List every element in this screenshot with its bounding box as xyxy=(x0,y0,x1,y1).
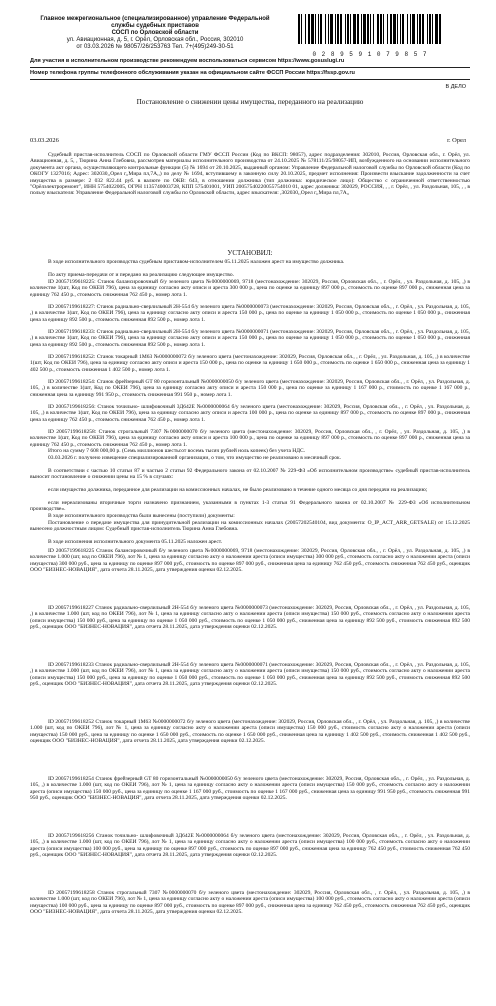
issuer-name-line3: СОСП по Орловской области xyxy=(111,30,199,36)
barcode-bar xyxy=(370,14,371,44)
barcode-bar xyxy=(305,14,306,44)
issuer-name-line2: службы судебных приставов xyxy=(111,23,199,29)
barcode-bar xyxy=(422,14,424,44)
barcode-bar xyxy=(318,14,319,44)
property-item: ID 20057199618258: Станок строгальный 7307 №0000000070 б/у зеленого цвета (местонахождение: 302029, Россия, Орловская обл., , г. Орёл, , ул. Раздольная, д. 105, ,) в количестве 1(шт, Код по ОКЕИ 796), цена за единицу согласно акту описи и ареста 100 000 р., цена по оценке за единицу 897 000 р., стоимость по оценке 897 000 р., сниженная цена за единицу 762 450 р., стоимость сниженная 762 450 р., номер лота 1. xyxy=(30,429,470,448)
barcode-bar xyxy=(427,14,428,44)
property-item: ID 20057199618254: Станок фрейзерный GT 80 горизонтальный №0000000050 б/у зеленого цвета (местонахождение: 302029, Россия, Орловская обл., , г. Орёл, , ул. Раздольная, д. 105, ,) в количестве 1(шт, Код по ОКЕИ 796), цена за единицу согласно акту описи и ареста 150 000 р., цена по оценке за единицу 1 167 000 р., стоимость по оценке 1 167 000 р., сниженная цена за единицу 991 950 р., стоимость сниженная 991 950 р., номер лота 1. xyxy=(30,379,470,398)
barcode-bar xyxy=(432,14,433,44)
gosuslugi-notice: Для участия в исполнительном производстве рекомендуем воспользоваться сервисом https://www.gosuslugi.ru xyxy=(30,58,345,64)
barcode-bar xyxy=(308,14,310,44)
ustanovil-heading: УСТАНОВИЛ: xyxy=(227,249,273,257)
barcode-bar xyxy=(400,14,401,44)
paragraph: если имущество должника, переданное для реализации на комиссионных началах, не было реализовано в течение одного месяца со дня передачи на реализацию; xyxy=(48,487,428,493)
barcode-bar xyxy=(320,14,322,44)
paragraph: В ходе исполнительного производства были вынесены (поступили) документы: xyxy=(48,513,235,519)
barcode-bar xyxy=(345,14,346,44)
delo-stamp: В ДЕЛО xyxy=(445,84,466,90)
barcode-bar xyxy=(330,14,333,44)
barcode-bar xyxy=(383,14,384,44)
paragraph: В соответствии с частью 10 статьи 87 и частью 2 статьи 92 Федерального закона от 02.10.2007 № 229-ФЗ «Об исполнительном производстве» судебный пристав-исполнитель выносит постановление о снижении цены на 15 % в случаях: xyxy=(30,468,470,481)
barcode-bar xyxy=(350,14,351,44)
intro-paragraph: Судебный пристав-исполнитель СОСП по Орловской области ГМУ ФССП России (Код по ВКСП: 98057), адрес подразделения: 302010, Россия, Орловская обл., г. Орёл, ул. Авиационная, д. 5, , Тюрина Анна Глебовна, рассмотрев материалы исполнительного производства от 24.10.2025 № 578111/25/98057-ИП, возбужденного на основании исполнительного документа акт органа, осуществляющего контрольные функции (5) № 1694 от 20.10.2025, выданный органом: Управление Федеральной налоговой службы по Орловской области (Код по ОКОГУ 1327016; Адрес: 302030,,Орел г,,Мира пл,7А,,) по делу № 1694, вступившему в законную силу 20.10.2025, предмет исполнения: Произвести взыскание задолженности за счет имущества в размере: 2 032 822.44 руб. в валюте по ОКВ: 643, в отношении должника (тип должника: юридическое лицо): Общество с ограниченной ответственностью "Орёлэлектроремонт", ИНН 5754022005, ОГРН 1135740003728, КПП 575401001, УИП 20057540220055754010 01, адрес должника: 302029, РОССИЯ, , , г. Орёл, , ул. Раздольная, 105, , , в пользу взыскателя: Управление Федеральной налоговой службы по Орловской области, адрес взыскателя: ,302030,,Орел г,,Мира пл,7А,, xyxy=(30,152,470,197)
arrested-item: ID 20057199618233 Станок радиально-сверлильный 2Н-554 б/у зеленого цвета №0000000071 (местонахождение: 302029, Россия, Орловская обл., , г. Орёл, , ул. Раздольная, д. 105, ,) в количестве 1.000 (шт, код по ОКЕИ 796), лот № 1, цена за единицу согласно акту о наложении ареста (описи имущества) 150 000 руб., стоимость согласно акту о наложении ареста (описи имущества) 150 000 руб., цена за единицу по оценке 1 050 000 руб., стоимость по оценке 1 050 000 руб., сниженная цена за единицу 892 500 руб., стоимость сниженная 892 500 руб., оценщик ООО "БИЗНЕС-НОВАЦИЯ", дата отчета 28.11.2025, дата утверждения оценки 02.12.2025. xyxy=(30,662,470,688)
issuer-name-line1: Главное межрегиональное (специализированное) управление Федеральной xyxy=(40,16,270,22)
arrested-item: ID 20057199618227 Станок радиально-сверлильный 2Н-554 б/у зеленого цвета №0000000073 (местонахождение: 302029, Россия, Орловская обл., , г. Орёл, , ул. Раздольная, д. 105, ,) в количестве 1.000 (шт, код по ОКЕИ 796), лот № 1, цена за единицу согласно акту о наложении ареста (описи имущества) 150 000 руб., стоимость согласно акту о наложении ареста (описи имущества) 150 000 руб., цена за единицу по оценке 1 050 000 руб., стоимость по оценке 1 050 000 руб., сниженная цена за единицу 892 500 руб., стоимость сниженная 892 500 руб., оценщик ООО "БИЗНЕС-НОВАЦИЯ", дата отчета 28.11.2025, дата утверждения оценки 02.12.2025. xyxy=(30,605,470,631)
issuer-header xyxy=(30,16,280,51)
barcode-bar xyxy=(407,14,408,44)
barcode-bar xyxy=(410,14,411,44)
barcode-bar xyxy=(363,14,366,44)
issuer-ref-phone: от 03.03.2026 № 98057/26/253763 Тел. 7+(495)249-30-51 xyxy=(76,44,234,50)
document-title: Постановление о снижении цены имущества, переданного на реализацию xyxy=(136,98,364,106)
barcode-bar xyxy=(380,14,382,44)
paragraph: По акту приема-передачи от и передано на реализацию следующее имущество. xyxy=(48,272,234,278)
barcode-bar xyxy=(301,14,302,44)
property-item: ID 20057199618227: Станок радиально-сверлильный 2Н-554 б/у зеленого цвета №0000000073 (местонахождение: 302029, Россия, Орловская обл., , г. Орёл, , ул. Раздольная, д. 105, ,) в количестве 1(шт, Код по ОКЕИ 796), цена за единицу согласно акту описи и ареста 150 000 р., цена по оценке за единицу 1 050 000 р., стоимость по оценке 1 050 000 р., сниженная цена за единицу 892 500 р., стоимость сниженная 892 500 р., номер лота 1. xyxy=(30,304,470,323)
barcode-bar xyxy=(367,14,369,44)
document-date: 03.03.2026 xyxy=(30,137,59,144)
arrested-item: ID 20057199618252 Станок токарный 1М63 №0000000072 б/у зеленого цвета (местонахождение: 302029, Россия, Орловская обл., , г. Орёл, , ул. Раздольная, д. 105, ,) в количестве 1.000 (шт, код по ОКЕИ 796), лот № 1, цена за единицу согласно акту о наложении ареста (описи имущества) 150 000 руб., стоимость согласно акту о наложении ареста (описи имущества) 150 000 руб., цена за единицу по оценке 1 650 000 руб., стоимость по оценке 1 650 000 руб., сниженная цена за единицу 1 402 500 руб., стоимость сниженная 1 402 500 руб., оценщик ООО "БИЗНЕС-НОВАЦИЯ", дата отчета 28.11.2025, дата утверждения оценки 02.12.2025. xyxy=(30,719,470,745)
barcode-digits: 0 2 8 9 5 9 1 0 7 9 8 5 7 xyxy=(312,51,428,58)
barcode-bar xyxy=(402,14,404,44)
barcode xyxy=(296,14,444,58)
property-item: ID 20057199618252: Станок токарный 1М63 №0000000072 б/у зеленого цвета (местонахождение: 302029, Россия, Орловская обл., , г. Орёл, , ул. Раздольная, д. 105, ,) в количестве 1(шт, Код по ОКЕИ 796), цена за единицу согласно акту описи и ареста 150 000 р., цена по оценке за единицу 1 650 000 р., стоимость по оценке 1 650 000 р., сниженная цена за единицу 1 402 500 р., стоимость сниженная 1 402 500 р., номер лота 1. xyxy=(30,354,470,373)
fssp-phone-notice: Номер телефона группы телефонного обслуживания указан на официальном сайте ФССП России https://fssp.gov.ru xyxy=(30,70,355,76)
barcode-bar xyxy=(353,14,356,44)
document-city: г. Орел xyxy=(447,137,466,144)
property-item: ID 20057199618256: Станок точильно- шлифовочный 3Д642Е №0000000064 б/у зеленого цвета (местонахождение: 302029, Россия, Орловская обл., , г. Орёл, , ул. Раздольная, д. 105, ,) в количестве 1(шт, Код по ОКЕИ 796), цена за единицу согласно акту описи и ареста 100 000 р., цена по оценке за единицу 897 000 р., стоимость по оценке 897 000 р., сниженная цена за единицу 762 450 р., стоимость сниженная 762 450 р., номер лота 1. xyxy=(30,404,470,423)
barcode-bar xyxy=(340,14,342,44)
issuer-address: ул. Авиационная, д. 5, г. Орёл, Орловская обл., Россия, 302010 xyxy=(66,37,244,43)
barcode-bar xyxy=(387,14,388,44)
paragraph: В ходе исполнения исполнительного документа 05.11.2025 наложен арест. xyxy=(48,539,223,545)
barcode-bar xyxy=(390,14,392,44)
arrested-item: ID 20057199618258 Станок строгальный 7307 №0000000070 б/у зеленого цвета (местонахождение: 302029, Россия, Орловская обл., , г. Орёл, , ул. Раздольная, д. 105, ,) в количестве 1.000 (шт, код по ОКЕИ 796), лот № 1, цена за единицу согласно акту о наложении ареста (описи имущества) 100 000 руб., стоимость согласно акту о наложении ареста (описи имущества) 100 000 руб., цена за единицу по оценке 897 000 руб., стоимость по оценке 897 000 руб., сниженная цена за единицу 762 450 руб., стоимость сниженная 762 450 руб., оценщик ООО "БИЗНЕС-НОВАЦИЯ", дата отчета 28.11.2025, дата утверждения оценки 02.12.2025. xyxy=(30,890,470,916)
property-item: ID 20057199618233: Станок радиально-сверлильный 2Н-554 б/у зеленого цвета №0000000071 (местонахождение: 302029, Россия, Орловская обл., , г. Орёл, , ул. Раздольная, д. 105, ,) в количестве 1(шт, Код по ОКЕИ 796), цена за единицу согласно акту описи и ареста 150 000 р., цена по оценке за единицу 1 050 000 р., стоимость по оценке 1 050 000 р., сниженная цена за единицу 892 500 р., стоимость сниженная 892 500 р., номер лота 1. xyxy=(30,329,470,348)
arrested-item: ID 20057199618256 Станок точильно- шлифовочный 3Д642Е №0000000064 б/у зеленого цвета (местонахождение: 302029, Россия, Орловская обл., , г. Орёл, , ул. Раздольная, д. 105, ,) в количестве 1.000 (шт, код по ОКЕИ 796), лот № 1, цена за единицу согласно акту о наложении ареста (описи имущества) 100 000 руб., стоимость согласно акту о наложении ареста (описи имущества) 100 000 руб., цена за единицу по оценке 897 000 руб., стоимость по оценке 897 000 руб., сниженная цена за единицу 762 450 руб., стоимость сниженная 762 450 руб., оценщик ООО "БИЗНЕС-НОВАЦИЯ", дата отчета 28.11.2025, дата утверждения оценки 02.12.2025. xyxy=(30,833,470,859)
barcode-bar xyxy=(439,14,441,44)
paragraph: если нереализованы вторичные торги назначено признанием, указанными в пунктах 1-3 статьи 91 Федерального закона от 02.10.2007 № 229-ФЗ «Об исполнительном производстве». xyxy=(30,500,470,513)
barcode-bar xyxy=(325,14,326,44)
barcode-bar xyxy=(412,14,415,44)
barcode-bar xyxy=(377,14,379,44)
barcode-bar xyxy=(337,14,339,44)
arrested-item: ID 20057199618225 Станок балансировочный б/у зеленого цвета №0000000069, 9718 (местонахождение: 302029, Россия, Орловская обл., , г. Орёл, , ул. Раздольная, д. 105, ,) в количестве 1.000 (шт, код по ОКЕИ 796), лот № 1, цена за единицу согласно акту о наложении ареста (описи имущества) 300 000 руб., стоимость согласно акту о наложении ареста (описи имущества) 300 000 руб., цена за единицу по оценке 897 000 руб., стоимость по оценке 897 000 руб., сниженная цена за единицу 762 450 руб., стоимость сниженная 762 450 руб., оценщик ООО "БИЗНЕС-НОВАЦИЯ", дата отчета 28.11.2025, дата утверждения оценки 02.12.2025. xyxy=(30,548,470,574)
barcode-bar xyxy=(417,14,418,44)
barcode-bar xyxy=(361,14,362,44)
barcode-bars xyxy=(296,14,444,44)
paragraph: 03.03.2026 г. получено извещение специализированной организации, о том, что имущество не реализовано в месячный срок. xyxy=(48,455,342,461)
barcode-bar xyxy=(328,14,329,44)
barcode-bar xyxy=(357,14,359,44)
barcode-bar xyxy=(315,14,316,44)
barcode-bar xyxy=(298,14,300,44)
barcode-bar xyxy=(335,14,336,44)
barcode-bar xyxy=(347,14,349,44)
arrested-item: ID 20057199618254 Станок фрейзерный GT 80 горизонтальный №0000000050 б/у зеленого цвета (местонахождение: 302029, Россия, Орловская обл., , г. Орёл, , ул. Раздольная, д. 105, ,) в количестве 1.000 (шт, код по ОКЕИ 796), лот № 1, цена за единицу согласно акту о наложении ареста (описи имущества) 150 000 руб., стоимость согласно акту о наложении ареста (описи имущества) 150 000 руб., цена за единицу по оценке 1 167 000 руб., стоимость по оценке 1 167 000 руб., сниженная цена за единицу 991 950 руб., стоимость сниженная 991 950 руб., оценщик ООО "БИЗНЕС-НОВАЦИЯ", дата отчета 28.11.2025, дата утверждения оценки 02.12.2025. xyxy=(30,776,470,802)
paragraph: Постановление о передаче имущества для принудительной реализации на комиссионных началах (20057202540104, вид документа: O_IP_ACT_ARR_GETSALE) от 15.12.2025 вынесено должностным лицом: Судебный пристав-исполнитель Тюрина Анна Глебовна. xyxy=(30,520,470,533)
barcode-bar xyxy=(429,14,431,44)
barcode-bar xyxy=(435,14,438,44)
property-item: ID 20057199618225: Станок балансировочный б/у зеленого цвета №0000000069, 9718 (местонахождение: 302029, Россия, Орловская обл., , г. Орёл, , ул. Раздольная, д. 105, ,) в количестве 1(шт, Код по ОКЕИ 796), цена за единицу согласно акту описи и ареста 300 000 р., цена по оценке за единицу 897 000 р., стоимость по оценке 897 000 р., сниженная цена за единицу 762 450 р., стоимость сниженная 762 450 р., номер лота 1. xyxy=(30,279,470,298)
barcode-bar xyxy=(311,14,314,44)
barcode-bar xyxy=(397,14,398,44)
barcode-bar xyxy=(419,14,421,44)
paragraph: В ходе исполнительного производства судебным приставом-исполнителем 05.11.2025 наложен арест на имущество должника. xyxy=(48,259,345,265)
barcode-bar xyxy=(393,14,396,44)
barcode-bar xyxy=(373,14,374,44)
divider xyxy=(30,67,470,68)
total-sum: Итого на сумму 7 608 000,00 р. (Семь миллионов шестьсот восемь тысяч рублей ноль копеек) без учета НДС. xyxy=(48,448,306,454)
divider xyxy=(30,79,470,80)
